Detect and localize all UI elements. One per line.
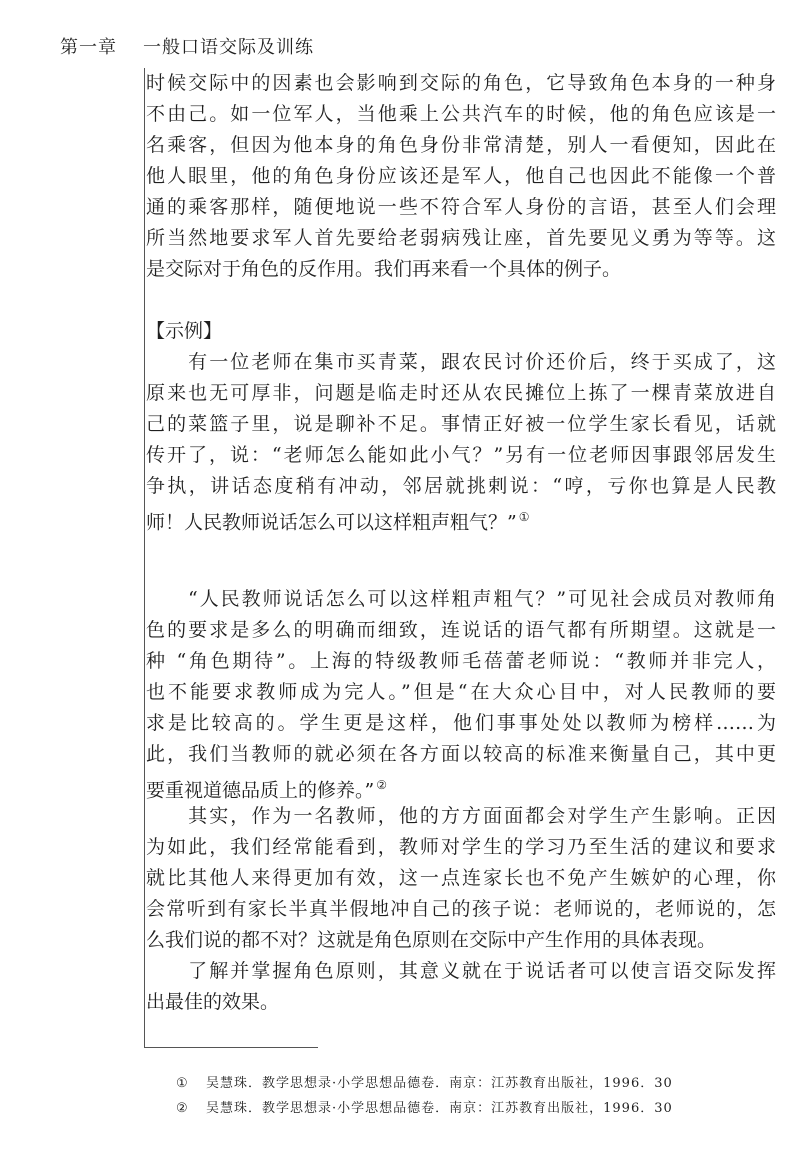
text-line: 么我们说的都不对？这就是角色原则在交际中产生作用的具体表现。 [146,929,717,951]
text-line: 了解并掌握角色原则，其意义就在于说话者可以使言语交际发挥 [146,960,776,982]
footnote-text: 吴慧珠．教学思想录·小学思想品德卷．南京：江苏教育出版社，1996．30 [206,1101,673,1116]
text-line: 为如此，我们经常能看到，教师对学生的学习乃至生活的建议和要求 [146,836,776,858]
text-line: 传开了，说：“老师怎么能如此小气？”另有一位老师因事跟邻居发生 [146,444,776,466]
text-line: 争执，讲话态度稍有冲动，邻居就挑剌说：“哼，亏你也算是人民教 [146,475,776,497]
chapter-title: 一般口语交际及训练 [143,37,314,58]
margin-rule [144,68,145,1048]
text-line-content: 师！人民教师说话怎么可以这样粗声粗气？” [146,511,517,534]
spacer [146,285,776,316]
text-line: 出最佳的效果。 [146,991,280,1013]
chapter-number: 第一章 [60,37,117,58]
example-label: 【示例】 [146,320,223,342]
footnote-ref: ① [518,510,530,524]
text-line: 他人眼里，他的角色身份应该还是军人，他自己也因此不能像一个普 [146,165,776,187]
text-line-content: 要重视道德品质上的修养。” [146,779,375,802]
spacer [146,533,776,564]
footnotes [176,1071,673,1121]
text-line: 也不能要求教师成为完人。”但是“在大众心目中，对人民教师的要 [146,681,776,703]
footnote-mark: ① [176,1076,189,1091]
text-line: 原来也无可厚非，问题是临走时还从农民摊位上拣了一棵青菜放进自 [146,382,776,404]
text-line: 时候交际中的因素也会影响到交际的角色，它导致角色本身的一种身 [146,72,776,94]
text-line: 不由己。如一位军人，当他乘上公共汽车的时候，他的角色应该是一 [146,103,776,125]
text-line: 己的菜篮子里，说是聊补不足。事情正好被一位学生家长看见，话就 [146,413,776,435]
paragraph-2 [146,584,776,801]
example-paragraph [146,347,776,533]
text-line: 就比其他人来得更加有效，这一点连家长也不免产生嫉妒的心理，你 [146,867,776,889]
paragraph-4 [146,956,776,1018]
text-line [146,502,776,533]
text-line: “人民教师说话怎么可以这样粗声粗气？”可见社会成员对教师角 [146,588,776,610]
text-line: 是交际对于角色的反作用。我们再来看一个具体的例子。 [146,258,622,280]
text-line: 其实，作为一名教师，他的方方面面都会对学生产生影响。正因 [146,805,776,827]
body-text [146,68,776,1018]
text-line: 名乘客，但因为他本身的角色身份非常清楚，别人一看便知，因此在 [146,134,776,156]
paragraph-3 [146,801,776,956]
footnote-separator [144,1047,318,1048]
text-line: 色的要求是多么的明确而细致，连说话的语气都有所期望。这就是一 [146,619,776,641]
text-line: 所当然地要求军人首先要给老弱病残让座，首先要见义勇为等等。这 [146,227,776,249]
text-line: 有一位老师在集市买青菜，跟农民讨价还价后，终于买成了，这 [146,351,776,373]
footnote-text: 吴慧珠．教学思想录·小学思想品德卷．南京：江苏教育出版社，1996．30 [206,1076,673,1091]
spacer [146,564,776,584]
text-line: 求是比较高的。学生更是这样，他们事事处处以教师为榜样……为 [146,712,776,734]
footnote-mark: ② [176,1101,189,1116]
text-line: 会常听到有家长半真半假地冲自己的孩子说：老师说的，老师说的，怎 [146,898,776,920]
text-line [146,770,776,801]
footnote [176,1071,673,1096]
running-header [60,22,314,59]
text-line: 此，我们当教师的就必须在各方面以较高的标准来衡量自己，其中更 [146,743,776,765]
footnote [176,1096,673,1121]
text-line: 种 “角色期待”。上海的特级教师毛蓓蕾老师说：“教师并非完人， [146,650,776,672]
paragraph-1 [146,68,776,285]
footnote-ref: ② [376,778,387,792]
text-line: 通的乘客那样，随便地说一些不符合军人身份的言语，甚至人们会理 [146,196,776,218]
